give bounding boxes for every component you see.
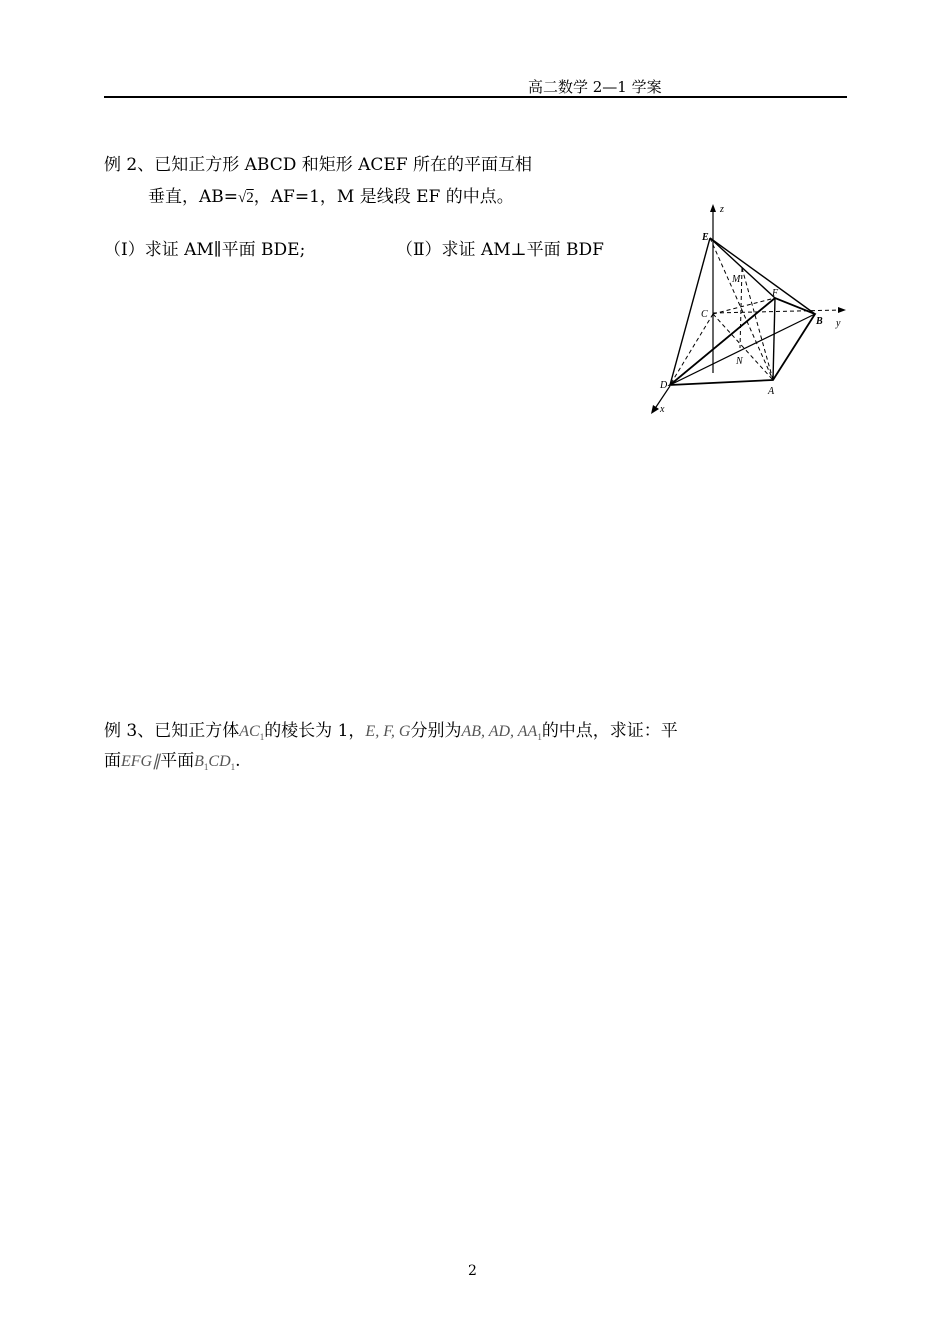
plane2-b: B [194, 753, 204, 770]
geometry-figure [640, 198, 850, 428]
example3-line2 [104, 746, 241, 772]
y-axis [713, 310, 840, 313]
header-title: 高二数学 2—1 学案 [528, 78, 662, 96]
example2-line2-pre: 垂直，AB= [148, 187, 239, 207]
segments-sub: 1 [537, 732, 542, 743]
efg-points: E, F, G [365, 723, 411, 740]
label-c: C [701, 309, 708, 320]
y-axis-arrow [838, 307, 846, 313]
segments-text: AB, AD, AA [461, 723, 538, 740]
example2-line2 [148, 182, 514, 207]
sqrt-two [238, 190, 254, 206]
header-rule [104, 96, 847, 98]
label-y: y [836, 318, 841, 329]
label-d: D [660, 380, 668, 391]
page-number: 2 [468, 1263, 477, 1279]
example3-text3: 分别为 [410, 721, 462, 741]
label-m: M [732, 274, 741, 285]
example2-line1: 例 2、已知正方形 ABCD 和矩形 ACEF 所在的平面互相 [104, 155, 533, 175]
plane-b1cd1 [194, 753, 236, 773]
example3-text2: 的棱长为 1， [264, 721, 366, 741]
plane-efg: EFG [121, 753, 153, 770]
cube-sub: 1 [259, 732, 265, 743]
x-axis-arrow [651, 405, 659, 414]
label-a: A [768, 386, 775, 397]
edge-fa [773, 298, 775, 380]
edge-eb [710, 238, 815, 314]
label-f: F [772, 288, 779, 299]
example2-part2: （Ⅱ）求证 AM⊥平面 BDF [396, 240, 604, 260]
example3-line1 [104, 716, 678, 742]
parallel-symbol: ∥ [152, 753, 161, 770]
segments [461, 723, 542, 743]
label-z: z [720, 204, 724, 215]
example3-end: . [235, 751, 241, 771]
example2-part1: （Ⅰ）求证 AM∥平面 BDE; [104, 240, 306, 260]
plane2-cd: CD [208, 753, 231, 770]
cube-name [239, 723, 265, 743]
label-b: B [816, 316, 823, 327]
example3-text5: 平面 [160, 751, 195, 771]
z-axis-arrow [710, 204, 716, 212]
example3-text4: 的中点，求证：平 [541, 721, 678, 741]
sqrt-radicand: 2 [246, 190, 254, 206]
cube-base: AC [239, 723, 260, 740]
sqrt-symbol: √ [238, 190, 247, 206]
label-x: x [660, 404, 665, 415]
label-e: E [702, 232, 709, 243]
example3-line2-lead: 面 [104, 751, 121, 771]
plane2-sub2: 1 [230, 762, 236, 773]
label-n: N [736, 356, 743, 367]
example2-line2-post: ，AF=1，M 是线段 EF 的中点。 [253, 187, 514, 207]
example3-lead: 例 3、已知正方体 [104, 721, 240, 741]
plane2-sub1: 1 [203, 762, 209, 773]
